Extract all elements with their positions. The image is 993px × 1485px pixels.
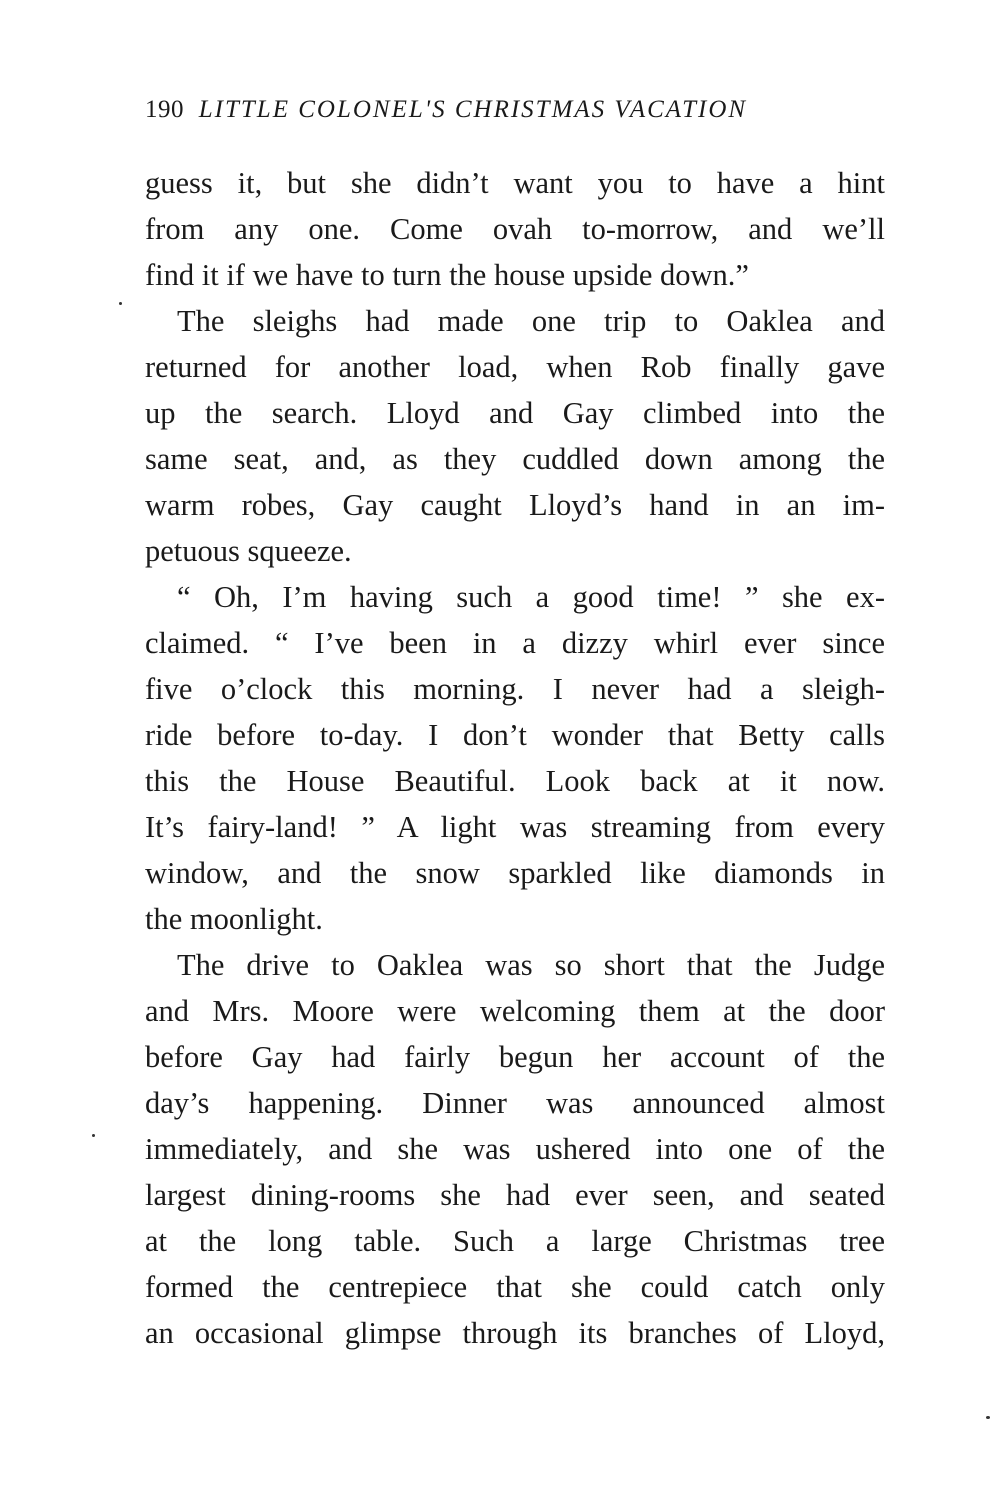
text-line: It’s fairy-land! ” A light was streaming from every bbox=[145, 810, 885, 844]
text-line: ride before to-day. I don’t wonder that Betty calls bbox=[145, 718, 885, 752]
text-line: day’s happening. Dinner was announced almost bbox=[145, 1086, 885, 1120]
text-line: an occasional glimpse through its branches of Lloyd, bbox=[145, 1316, 885, 1350]
text-line: the moonlight. bbox=[145, 902, 323, 936]
text-line: largest dining-rooms she had ever seen, and seated bbox=[145, 1178, 885, 1212]
text-line: The drive to Oaklea was so short that the Judge bbox=[177, 948, 885, 982]
text-line: same seat, and, as they cuddled down among the bbox=[145, 442, 885, 476]
text-line: this the House Beautiful. Look back at it now. bbox=[145, 764, 885, 798]
text-line: window, and the snow sparkled like diamonds in bbox=[145, 856, 885, 890]
scan-speck bbox=[92, 1134, 95, 1137]
text-line: warm robes, Gay caught Lloyd’s hand in an im- bbox=[145, 488, 885, 522]
running-head bbox=[145, 92, 885, 128]
scan-speck bbox=[119, 302, 122, 305]
running-title: LITTLE COLONEL'S CHRISTMAS VACATION bbox=[198, 96, 748, 123]
text-line: at the long table. Such a large Christmas tree bbox=[145, 1224, 885, 1258]
text-line: immediately, and she was ushered into one of the bbox=[145, 1132, 885, 1166]
text-line: up the search. Lloyd and Gay climbed into the bbox=[145, 396, 885, 430]
text-line: from any one. Come ovah to-morrow, and we’ll bbox=[145, 212, 885, 246]
text-line: “ Oh, I’m having such a good time! ” she ex- bbox=[177, 580, 885, 614]
text-line: petuous squeeze. bbox=[145, 534, 352, 568]
text-line: formed the centrepiece that she could catch only bbox=[145, 1270, 885, 1304]
body-text bbox=[145, 160, 885, 1356]
text-line: guess it, but she didn’t want you to have a hint bbox=[145, 166, 885, 200]
text-line: five o’clock this morning. I never had a sleigh- bbox=[145, 672, 885, 706]
text-line: The sleighs had made one trip to Oaklea and bbox=[177, 304, 885, 338]
text-line: returned for another load, when Rob finally gave bbox=[145, 350, 885, 384]
page-number: 190 bbox=[145, 96, 184, 123]
text-line: before Gay had fairly begun her account of the bbox=[145, 1040, 885, 1074]
text-line: and Mrs. Moore were welcoming them at the door bbox=[145, 994, 885, 1028]
scan-speck bbox=[986, 1416, 990, 1419]
text-line: claimed. “ I’ve been in a dizzy whirl ever since bbox=[145, 626, 885, 660]
text-line: find it if we have to turn the house upside down.” bbox=[145, 258, 749, 292]
